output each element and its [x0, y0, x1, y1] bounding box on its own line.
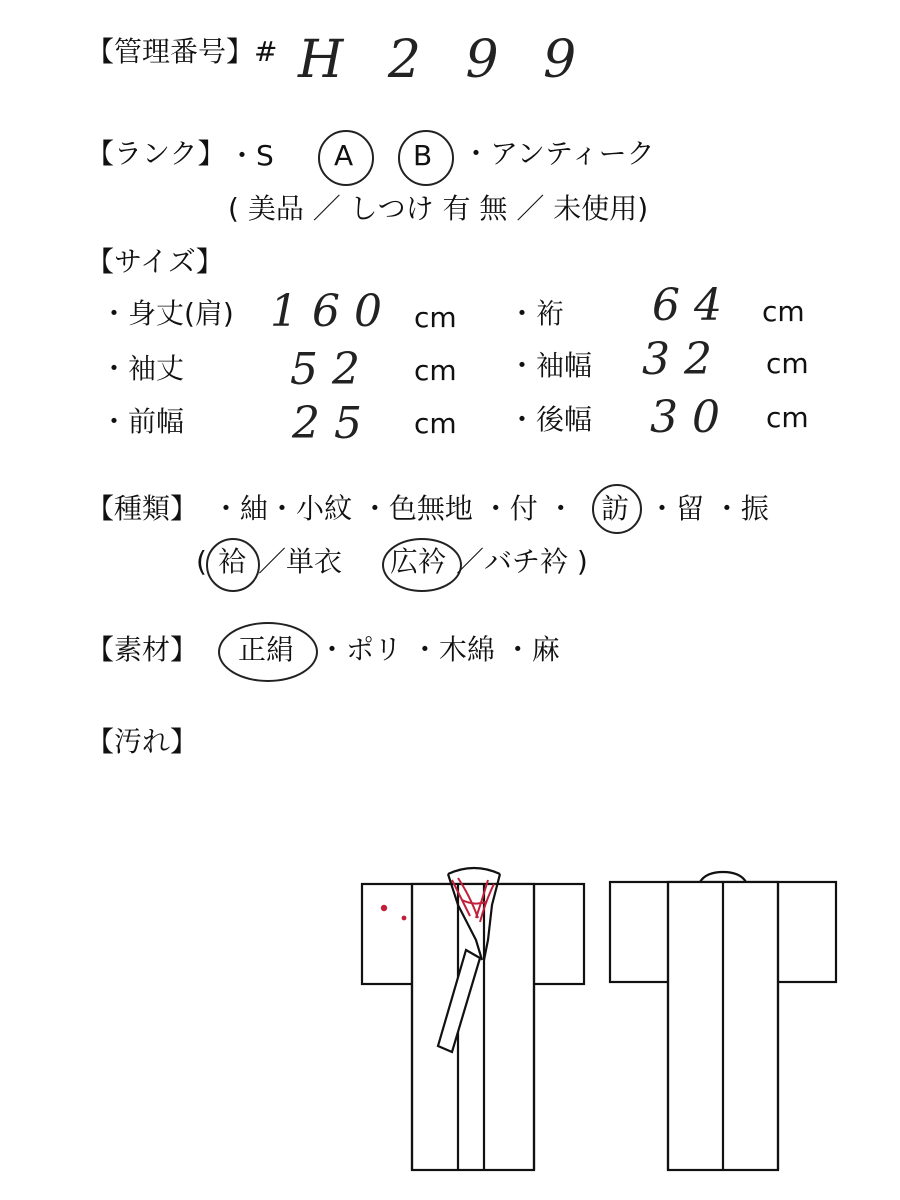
- id-label: 【管理番号】#: [86, 35, 278, 68]
- stain-dots: [381, 905, 407, 921]
- kind-awase: 袷: [218, 545, 247, 578]
- kimono-front-diagram: [362, 868, 584, 1170]
- kind-label: 【種類】: [86, 492, 199, 525]
- size-item-value: 25: [292, 398, 376, 449]
- size-item-unit: cm: [766, 401, 809, 434]
- size-item-name: ・袖幅: [508, 349, 593, 382]
- kimono-back-diagram: [610, 872, 836, 1170]
- size-item-name: ・身丈(肩): [100, 297, 234, 330]
- size-item-value: 52: [290, 344, 374, 395]
- size-item-unit: cm: [414, 407, 457, 440]
- material-silk: 正絹: [238, 633, 295, 666]
- kind-line2-open: (: [196, 545, 207, 578]
- kind-line2b: ／バチ衿 ): [456, 545, 588, 578]
- size-label: 【サイズ】: [86, 245, 224, 278]
- size-item-unit: cm: [414, 354, 457, 387]
- id-number: H 2 9 9: [298, 30, 591, 90]
- size-item-value: 160: [270, 286, 396, 337]
- rank-option-s: ・S: [228, 139, 274, 172]
- size-item-name: ・裄: [508, 297, 565, 330]
- kind-line1b: ・留 ・振: [648, 492, 769, 525]
- material-label: 【素材】: [86, 633, 199, 666]
- size-item-value: 32: [642, 334, 726, 385]
- material-rest: ・ポリ ・木綿 ・麻: [318, 633, 560, 666]
- size-item-value: 30: [650, 392, 734, 443]
- rank-option-a: A: [334, 139, 354, 172]
- rank-notes: ( 美品 ／ しつけ 有 無 ／ 未使用): [228, 192, 649, 225]
- kind-houmon: 訪: [601, 492, 630, 525]
- size-item-value: 64: [652, 280, 736, 331]
- size-item-name: ・前幅: [100, 405, 185, 438]
- size-item-name: ・袖丈: [100, 352, 185, 385]
- size-item-unit: cm: [762, 295, 805, 328]
- size-item-name: ・後幅: [508, 403, 593, 436]
- size-item-unit: cm: [414, 301, 457, 334]
- stain-label: 【汚れ】: [86, 725, 199, 758]
- kind-line1: ・紬・小紋 ・色無地 ・付 ・: [212, 492, 575, 525]
- kind-line2a: ／単衣: [258, 545, 343, 578]
- rank-option-antique: ・アンティーク: [462, 137, 655, 170]
- kind-hiroeri: 広衿: [390, 545, 447, 578]
- size-item-unit: cm: [766, 347, 809, 380]
- rank-option-b: B: [413, 139, 433, 172]
- rank-label: 【ランク】: [86, 137, 226, 170]
